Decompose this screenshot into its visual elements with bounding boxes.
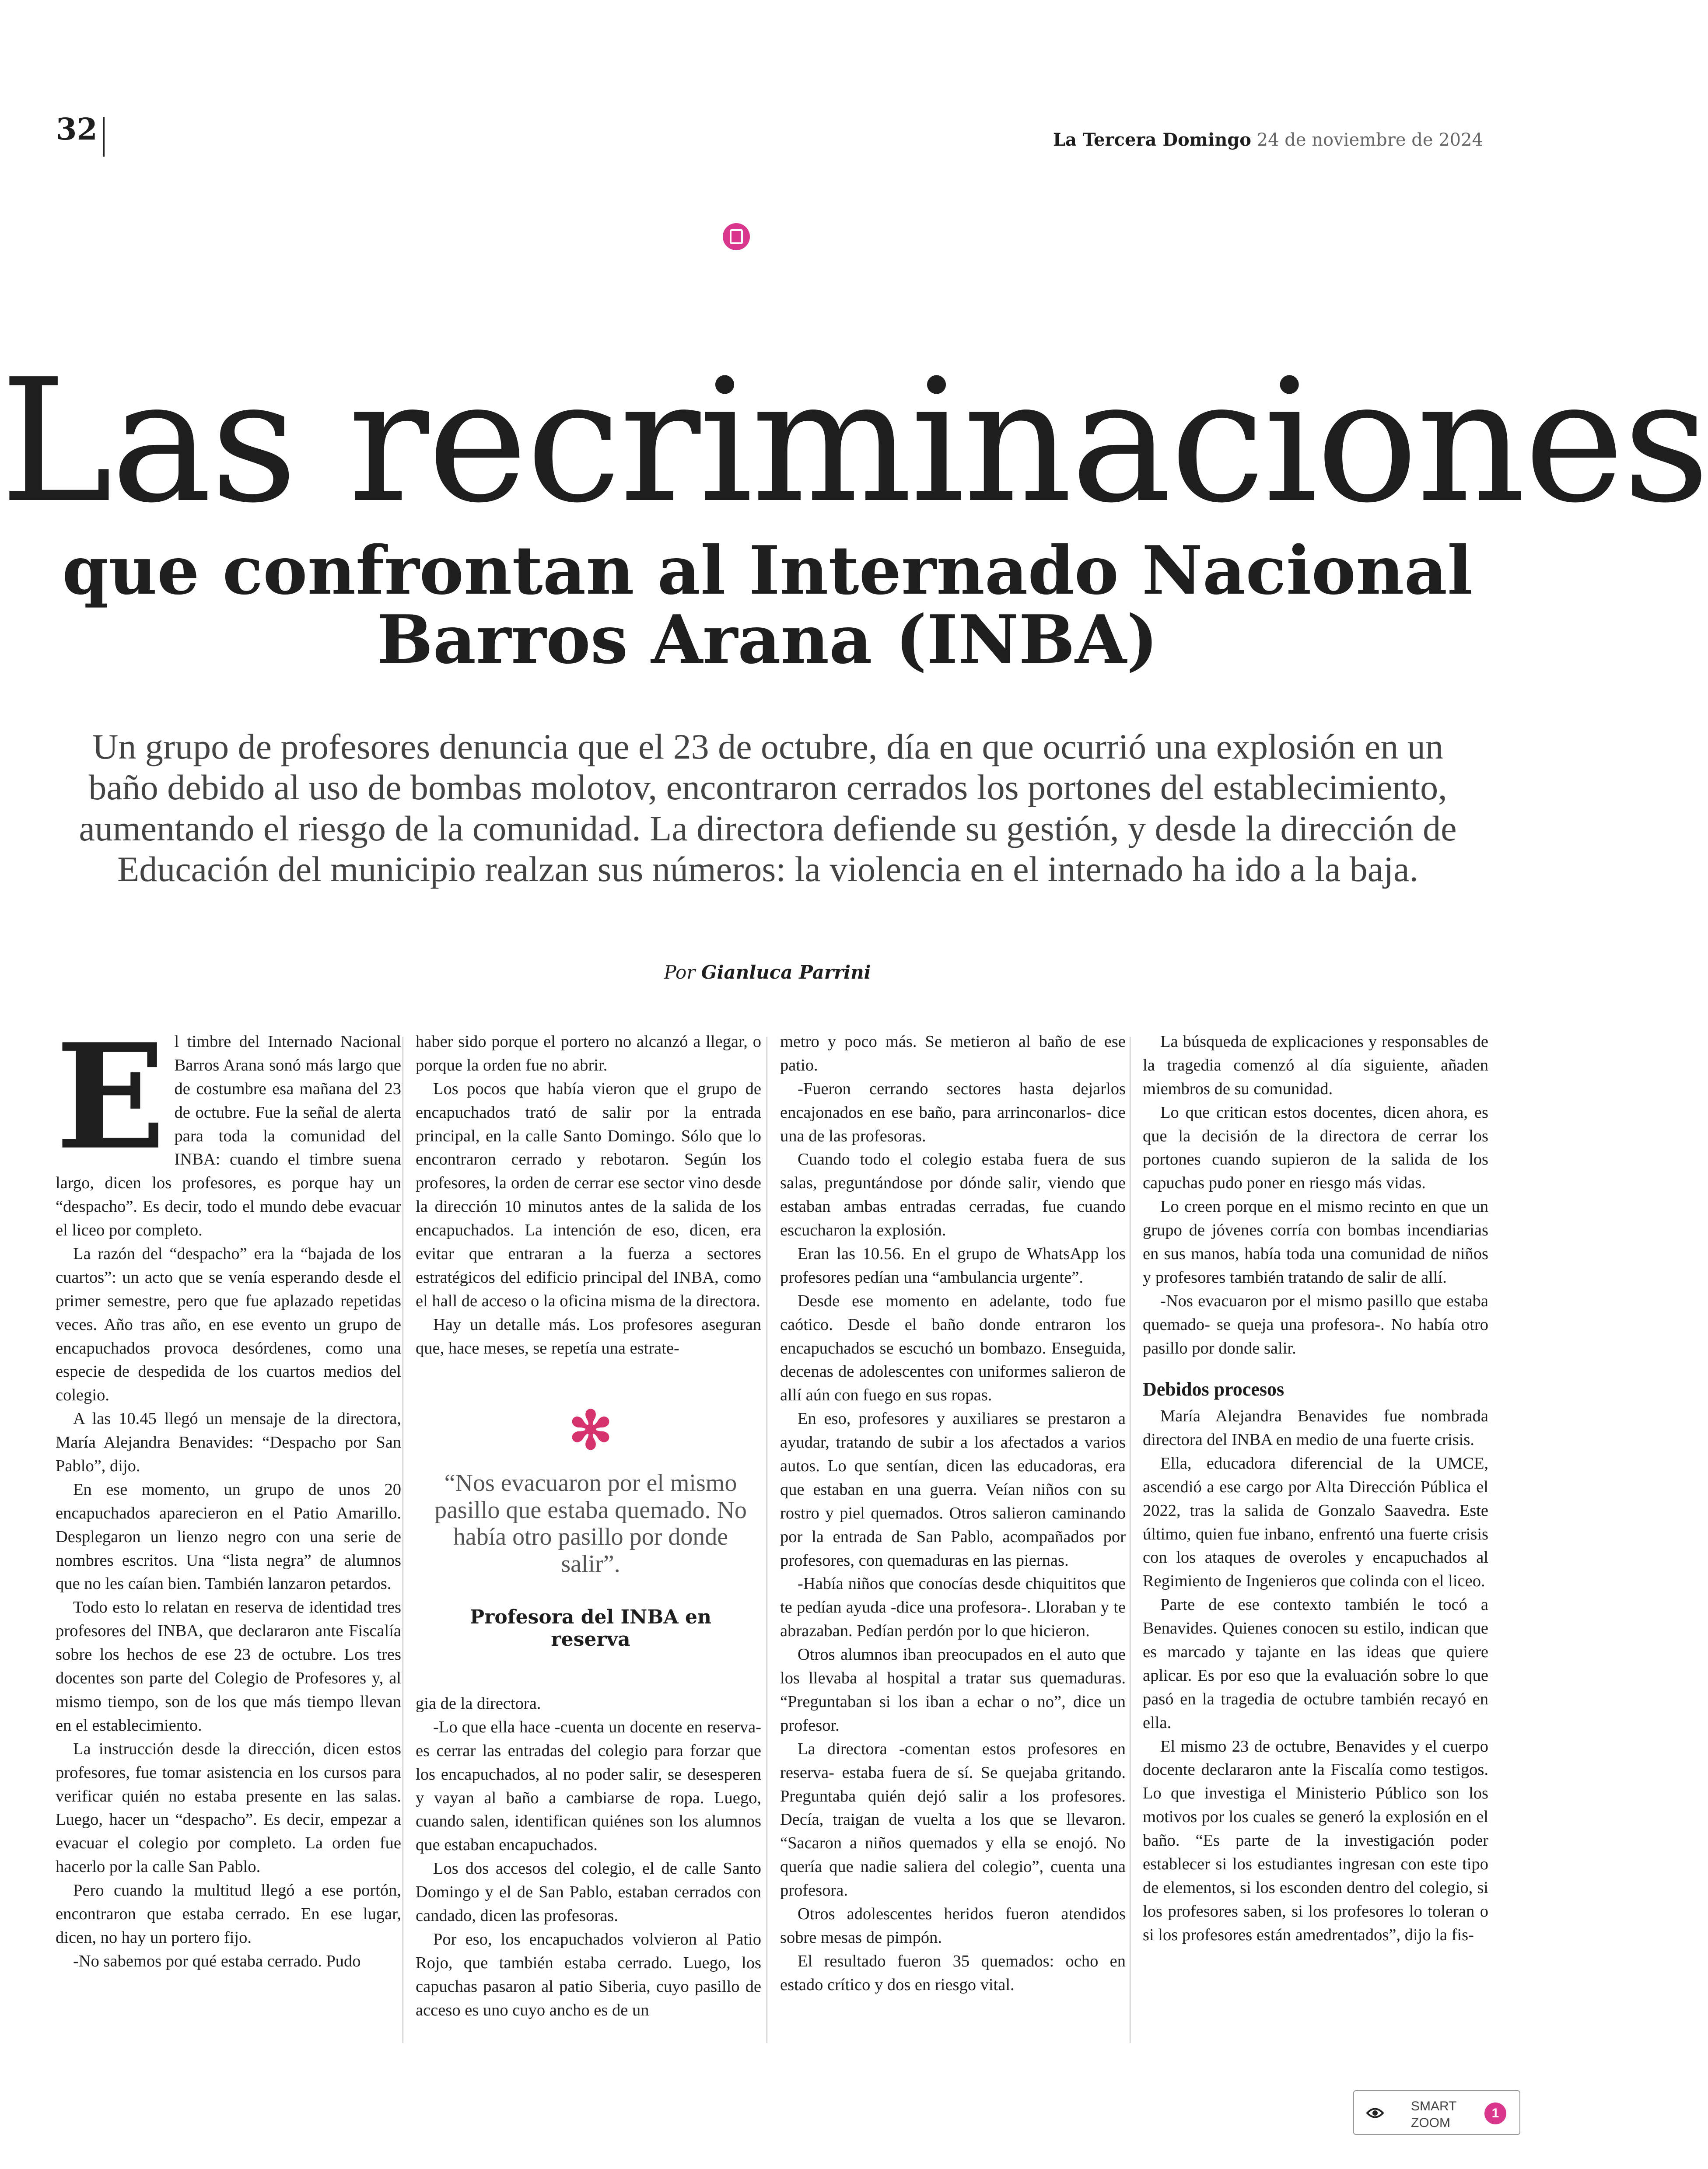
byline-prefix: Por: [664, 962, 696, 983]
page-number: 32: [56, 112, 98, 147]
paragraph: -Fueron cerrando sectores hasta dejarlos encajonados en ese baño, para arrinconarlos- dice una de las profesoras.: [780, 1079, 1126, 1145]
newspaper-icon: [723, 223, 750, 250]
article-column-2-continued: [416, 1692, 761, 2022]
paragraph: -Había niños que conocías desde chiquititos que te pedían ayuda -dice una profesora-. Lloraban y te abrazaban. Pedían perdón por lo que hicieron.: [780, 1574, 1126, 1641]
pull-quote: [433, 1399, 748, 1651]
paragraph: -Nos evacuaron por el mismo pasillo que estaba quemado- se queja una profesora-. No había otro pasillo por donde salir.: [1143, 1291, 1488, 1357]
smart-zoom-badge: 1: [1484, 2103, 1506, 2124]
column-divider: [766, 1037, 767, 2043]
paragraph: Eran las 10.56. En el grupo de WhatsApp los profesores pedían una “ambulancia urgente”.: [780, 1245, 1126, 1287]
paragraph: Por eso, los encapuchados volvieron al Patio Rojo, que también estaba cerrado. Luego, los capuchas pasaron al patio Siberia, cuyo pasillo de acceso es uno cuyo ancho es de un: [416, 1930, 761, 2019]
page-number-divider: [103, 117, 105, 157]
asterisk-icon: ✻: [568, 1399, 613, 1461]
pull-quote-text: “Nos evacuaron por el mismo pasillo que estaba quemado. No había otro pasillo por donde salir”.: [434, 1469, 747, 1578]
smart-zoom-button[interactable]: [1353, 2090, 1520, 2135]
paragraph: Los dos accesos del colegio, el de calle Santo Domingo y el de San Pablo, estaban cerrados con candado, dicen las profesoras.: [416, 1859, 761, 1925]
paragraph: La directora -comentan estos profesores en reserva- estaba fuera de sí. Se quejaba gritando. Preguntaba quién dejó salir a los profesores. Decía, traigan de vuelta a los que se llevaron. “Sacaron a niños quemados y ella se enojó. No quería que nadie saliera del colegio”, cuenta una profesora.: [780, 1739, 1126, 1900]
column-divider: [402, 1037, 403, 2043]
byline: [0, 962, 1535, 983]
paragraph: Todo esto lo relatan en reserva de identidad tres profesores del INBA, que declararon ante Fiscalía sobre los hechos de ese 23 de octubre. Los tres docentes son parte del Colegio de Profesores y, al mismo tiempo, son de los que más tiempo llevan en el establecimiento.: [56, 1598, 401, 1735]
paragraph: gia de la directora.: [416, 1694, 541, 1713]
paragraph: Cuando todo el colegio estaba fuera de sus salas, preguntándose por dónde salir, viendo que estaban ambas entradas cerradas, fue cuando escucharon la explosión.: [780, 1150, 1126, 1240]
paragraph: A las 10.45 llegó un mensaje de la directora, María Alejandra Benavides: “Despacho por San Pablo”, dijo.: [56, 1410, 401, 1476]
paragraph: Pero cuando la multitud llegó a ese portón, encontraron que estaba cerrado. En ese lugar, dicen, no hay un portero fijo.: [56, 1881, 401, 1947]
article-column-2: [416, 1030, 761, 1360]
paragraph: Otros adolescentes heridos fueron atendidos sobre mesas de pimpón.: [780, 1904, 1126, 1947]
paragraph: -No sabemos por qué estaba cerrado. Pudo: [73, 1952, 361, 1970]
article-column-4: [1143, 1030, 1488, 1947]
paragraph: La razón del “despacho” era la “bajada de los cuartos”: un acto que se venía esperando desde el primer semestre, pero que fue aplazado repetidas veces. Año tras año, en ese evento un grupo de encapuchados provoca desórdenes, como una especie de despedida de los cuartos medios del colegio.: [56, 1245, 401, 1405]
paragraph: metro y poco más. Se metieron al baño de ese patio.: [780, 1032, 1126, 1074]
paragraph: El mismo 23 de octubre, Benavides y el cuerpo docente declararon ante la Fiscalía como testigos. Lo que investiga el Ministerio Público son los motivos por los cuales se generó la explosión en el baño. “Es parte de la investigación poder establecer si los estudiantes ingresan con este tipo de elementos, si los esconden dentro del colegio, si los profesores saben, si los profesores lo toleran o si los profesores están amedrentados”, dijo la fis-: [1143, 1737, 1488, 1944]
standfirst: Un grupo de profesores denuncia que el 23 de octubre, día en que ocurrió una explosión en un baño debido al uso de bombas molotov, encontraron cerrados los portones del establecimiento, aumentando el riesgo de la comunidad. La directora defiende su gestión, y desde la dirección de Educación del municipio realzan sus números: la violencia en el internado ha ido a la baja.: [79, 727, 1457, 889]
smart-zoom-label: SMART ZOOM: [1411, 2099, 1456, 2130]
paragraph: La instrucción desde la dirección, dicen estos profesores, fue tomar asistencia en los cursos para verificar quién no estaba presente en las salas. Luego, hacer un “despacho”. Es decir, empezar a evacuar el colegio por completo. La orden fue hacerlo por la calle San Pablo.: [56, 1739, 401, 1876]
paragraph: Desde ese momento en adelante, todo fue caótico. Desde el baño donde entraron los encapuchados se escuchó un bombazo. Enseguida, decenas de adolescentes con uniformes salieron de allí aún con fuego en sus ropas.: [780, 1291, 1126, 1405]
byline-author: Gianluca Parrini: [701, 962, 871, 983]
paragraph: En ese momento, un grupo de unos 20 encapuchados aparecieron en el Patio Amarillo. Desplegaron un lienzo negro con una serie de nombres escritos. Una “lista negra” de alumnos que no les caían bien. También lanzaron petardos.: [56, 1480, 401, 1593]
paragraph: Ella, educadora diferencial de la UMCE, ascendió a ese cargo por Alta Dirección Pública el 2022, tras la salida de Gonzalo Saavedra. Este último, quien fue inbano, enfrentó una fuerte crisis con los ataques de overoles y encapuchados al Regimiento de Ingenieros que colinda con el liceo.: [1143, 1454, 1488, 1591]
paragraph: Los pocos que había vieron que el grupo de encapuchados trató de salir por la entrada principal, en la calle Santo Domingo. Sólo que lo encontraron cerrado y rebotaron. Según los profesores, la orden de cerrar ese sector vino desde la dirección 10 minutos antes de la salida de los encapuchados. La intención de eso, dicen, era evitar que entraran a la fuerza a sectores estratégicos del edificio principal del INBA, como el hall de acceso o la oficina misma de la directora.: [416, 1079, 761, 1310]
paragraph: Hay un detalle más. Los profesores aseguran que, hace meses, se repetía una estrate-: [416, 1315, 761, 1357]
pull-quote-attribution: Profesora del INBA en reserva: [470, 1606, 711, 1651]
paragraph: Otros alumnos iban preocupados en el auto que los llevaba al hospital a tratar sus quemaduras. “Preguntaban si los iban a echar o no”, dice un profesor.: [780, 1645, 1126, 1735]
paragraph: En eso, profesores y auxiliares se prestaron a ayudar, tratando de subir a los afectados a varios autos. Lo que sentían, dicen las educadoras, era que estaban en una guerra. Veían niños con su rostro y piel quemados. Otros salieron caminando por la entrada de San Pablo, acompañados por profesores, con quemaduras en las piernas.: [780, 1410, 1126, 1570]
drop-cap: E: [56, 1012, 166, 1182]
eye-icon: [1366, 2106, 1384, 2120]
paragraph: El resultado fueron 35 quemados: ocho en estado crítico y dos en riesgo vital.: [780, 1952, 1126, 1994]
publication-date: 24 de noviembre de 2024: [1256, 130, 1483, 150]
paragraph: Lo que critican estos docentes, dicen ahora, es que la decisión de la directora de cerrar los portones cuando supieron de la salida de los capuchas pudo poner en riesgo más vidas.: [1143, 1103, 1488, 1193]
paragraph: Lo creen porque en el mismo recinto en que un grupo de jóvenes corría con bombas incendiarias en sus manos, había toda una comunidad de niños y profesores también tratando de salir de allí.: [1143, 1197, 1488, 1287]
paragraph: La búsqueda de explicaciones y responsables de la tragedia comenzó al día siguiente, añaden miembros de su comunidad.: [1143, 1032, 1488, 1098]
paragraph: María Alejandra Benavides fue nombrada directora del INBA en medio de una fuerte crisis.: [1143, 1407, 1488, 1449]
subheadline: que confrontan al Internado Nacional Barros Arana (INBA): [62, 531, 1473, 679]
paragraph: Parte de ese contexto también le tocó a Benavides. Quienes conocen su estilo, indican que es marcado y tajante en las ideas que quiere aplicar. Es por eso que la evaluación sobre lo que pasó en la tragedia de octubre también recayó en ella.: [1143, 1595, 1488, 1732]
article-column-3: [780, 1030, 1126, 1997]
article-column-1: [56, 1012, 401, 1973]
publication-name: La Tercera Domingo: [1053, 129, 1251, 150]
publication-header: [1053, 131, 1483, 149]
paragraph: -Lo que ella hace -cuenta un docente en reserva- es cerrar las entradas del colegio para forzar que los encapuchados, al no poder salir, se desesperen y vayan al baño a cambiarse de ropa. Luego, cuando salen, identifican quiénes son los alumnos que estaban encapuchados.: [416, 1718, 761, 1854]
paragraph: l timbre del Internado Nacional Barros Arana sonó más largo que de costumbre esa mañana del 23 de octubre. Fue la señal de alerta para toda la comunidad del INBA: cuando el timbre suena largo, dicen los profesores, es porque hay un “despacho”. Es decir, todo el mundo debe evacuar el liceo por completo.: [56, 1032, 401, 1240]
section-subheading: Debidos procesos: [1143, 1378, 1284, 1400]
headline: Las recriminaciones: [0, 343, 1708, 540]
paragraph: haber sido porque el portero no alcanzó a llegar, o porque la orden fue no abrir.: [416, 1032, 761, 1074]
